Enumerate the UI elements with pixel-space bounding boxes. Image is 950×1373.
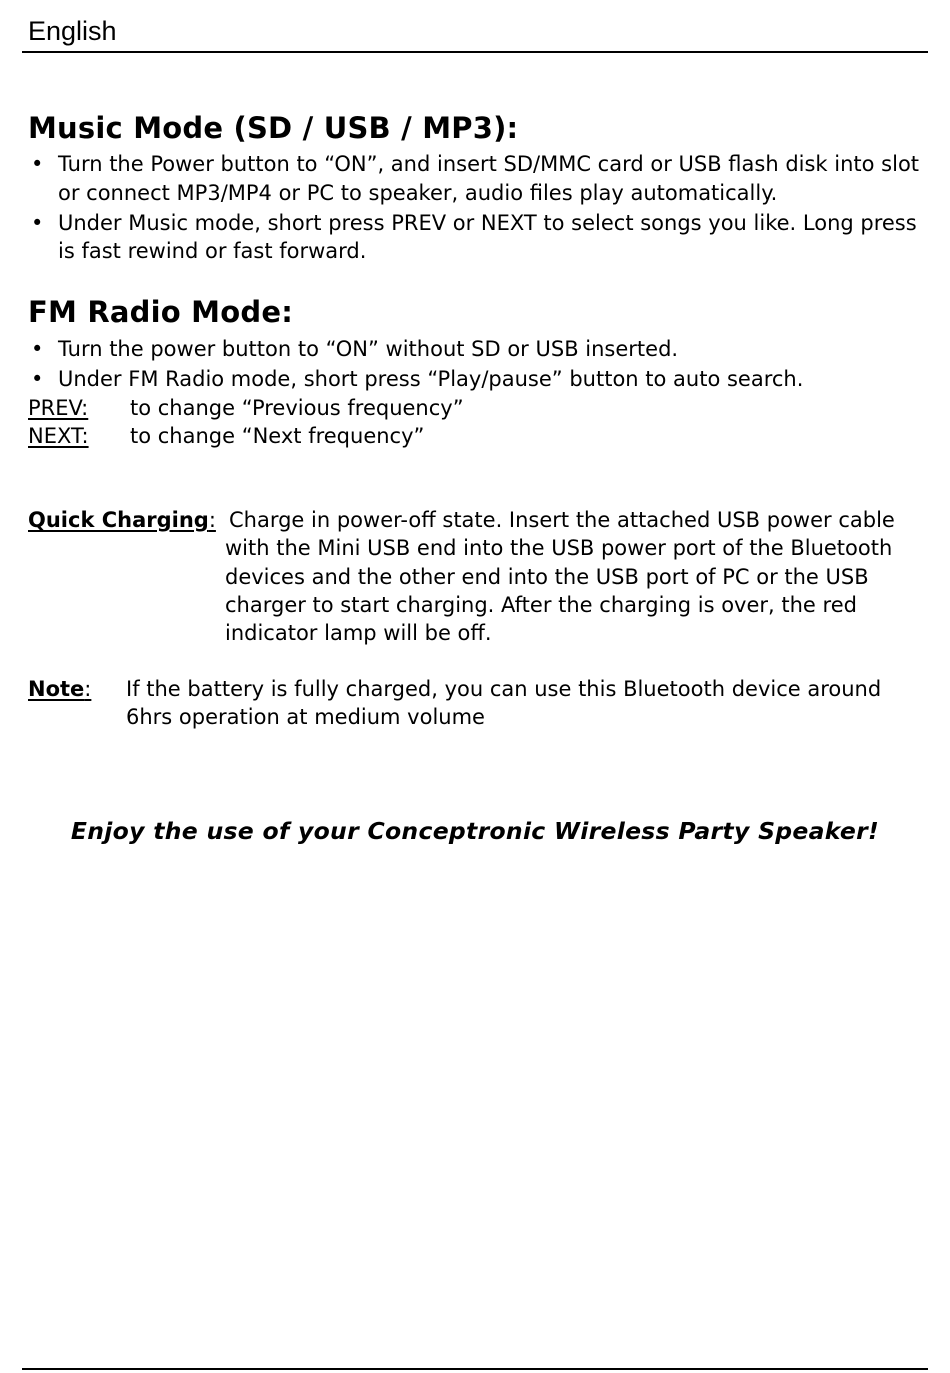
music-mode-bullet-2: Under Music mode, short press PREV or NEXT to select songs you like. Long press is fast rewind or fast forward. (58, 210, 917, 263)
prev-key: PREV: (28, 396, 89, 420)
bullet-icon: • (31, 337, 44, 361)
quick-charging-colon: : (208, 508, 216, 532)
music-mode-bullet-1: Turn the Power button to “ON”, and insert SD/MMC card or USB flash disk into slot or connect MP3/MP4 or PC to speaker, audio files play automatically. (58, 152, 920, 205)
list-item (28, 335, 923, 364)
list-item (28, 365, 923, 394)
next-value: to change “Next frequency” (130, 424, 425, 448)
list-item (28, 209, 923, 266)
music-mode-heading: Music Mode (SD / USB / MP3): (28, 111, 519, 145)
quick-charging-label: Quick Charging (28, 508, 209, 532)
fm-radio-mode-heading: FM Radio Mode: (28, 295, 293, 329)
next-key: NEXT: (28, 424, 89, 448)
prev-value: to change “Previous frequency” (130, 396, 464, 420)
bullet-icon: • (31, 152, 44, 176)
note-label: Note (28, 677, 85, 701)
page-language-label: English (28, 16, 117, 46)
note-label-group (28, 675, 91, 703)
list-item (28, 150, 923, 207)
note-text: If the battery is fully charged, you can use this Bluetooth device around 6hrs operation at medium volume (126, 677, 882, 730)
fm-radio-mode-list (28, 335, 923, 395)
fm-mode-bullet-1: Turn the power button to “ON” without SD or USB inserted. (58, 337, 679, 361)
note-colon: : (84, 677, 92, 701)
footer-divider (22, 1368, 928, 1370)
closing-message: Enjoy the use of your Conceptronic Wireless Party Speaker! (70, 817, 880, 845)
bullet-icon: • (31, 210, 44, 235)
bullet-icon: • (31, 367, 44, 391)
header-divider (22, 51, 928, 53)
quick-charging-text: Charge in power-off state. Insert the attached USB power cable with the Mini USB end into the USB power port of the Bluetooth devices and the other end into the USB port of PC or the USB charger to start charging. After the charging is over, the red indicator lamp will be off. (225, 508, 895, 646)
quick-charging-label-group (28, 506, 216, 534)
music-mode-list (28, 150, 923, 267)
fm-mode-bullet-2: Under FM Radio mode, short press “Play/pause” button to auto search. (58, 367, 804, 391)
